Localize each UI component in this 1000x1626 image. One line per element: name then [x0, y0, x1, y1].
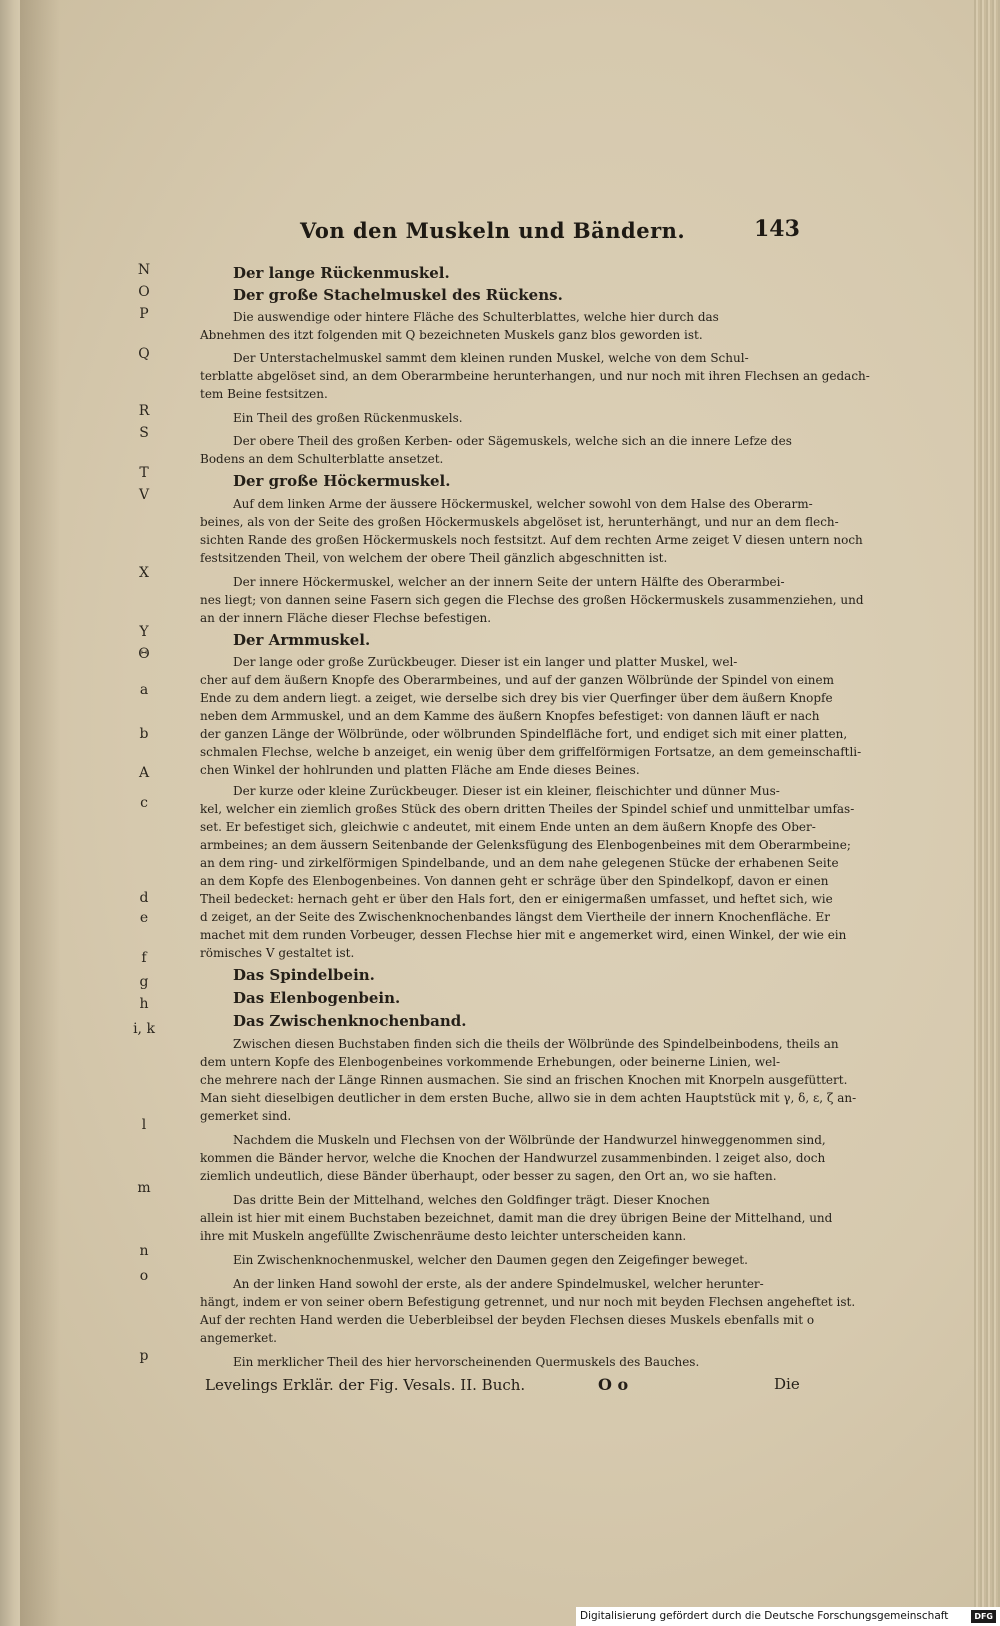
credit-text: Digitalisierung gefördert durch die Deutsche Forschungsgemeinschaft — [580, 1610, 949, 1622]
footer-catchword: Die — [774, 1375, 800, 1393]
margin-letter: A — [138, 765, 150, 781]
text-line: allein ist hier mit einem Buchstaben bezeichnet, damit man die drey übrigen Beine der Mittelhand, und — [200, 1211, 833, 1225]
margin-letter: R — [138, 403, 150, 419]
text-line: terblatte abgelöset sind, an dem Oberarmbeine herunterhangen, und nur noch mit ihren Flechsen an gedach- — [200, 369, 870, 383]
text-line: Abnehmen des itzt folgenden mit Q bezeichneten Muskels ganz blos geworden ist. — [200, 328, 703, 342]
text-line: Der Unterstachelmuskel sammt dem kleinen runden Muskel, welche von dem Schul- — [233, 351, 749, 365]
text-line: Der lange oder große Zurückbeuger. Dieser ist ein langer und platter Muskel, wel- — [233, 655, 738, 669]
margin-letter: b — [139, 726, 149, 742]
margin-letter: o — [139, 1268, 149, 1284]
spine-shadow — [20, 0, 60, 1626]
digitization-credit-bar — [576, 1607, 1000, 1626]
margin-letter: p — [139, 1348, 149, 1364]
margin-letter: N — [137, 262, 151, 278]
text-line: Der obere Theil des großen Kerben- oder Sägemuskels, welche sich an die innere Lefze des — [233, 434, 792, 448]
text-line: chen Winkel der hohlrunden und platten Fläche am Ende dieses Beines. — [200, 763, 640, 777]
margin-letter: n — [139, 1243, 149, 1259]
text-line: beines, als von der Seite des großen Höckermuskels abgelöset ist, herunterhängt, und nur an dem flech- — [200, 515, 839, 529]
text-line: an dem Kopfe des Elenbogenbeines. Von dannen geht er schräge über den Spindelkopf, davon er einen — [200, 874, 829, 888]
text-line: kel, welcher ein ziemlich großes Stück des obern dritten Theiles der Spindel schief und unmittelbar umfas- — [200, 802, 855, 816]
margin-letter: T — [139, 465, 149, 481]
text-line: nes liegt; von dannen seine Fasern sich gegen die Flechse des großen Höckermuskels zusammenziehen, und — [200, 593, 864, 607]
text-line: Der kurze oder kleine Zurückbeuger. Dieser ist ein kleiner, fleischichter und dünner Mus- — [233, 784, 780, 798]
text-line: Der große Stachelmuskel des Rückens. — [233, 286, 563, 304]
text-line: sichten Rande des großen Höckermuskels noch festsitzt. Auf dem rechten Arme zeiget V diesen untern noch — [200, 533, 863, 547]
text-line: festsitzenden Theil, von welchem der obere Theil gänzlich abgeschnitten ist. — [200, 551, 668, 565]
text-line: ziemlich undeutlich, diese Bänder überhaupt, oder besser zu sagen, den Ort an, wo sie haften. — [200, 1169, 777, 1183]
text-line: Auf der rechten Hand werden die Ueberbleibsel der beyden Flechsen dieses Muskels ebenfalls mit o — [200, 1313, 815, 1327]
text-line: Das Zwischenknochenband. — [233, 1012, 467, 1030]
text-line: Das Elenbogenbein. — [233, 989, 401, 1007]
text-line: Der innere Höckermuskel, welcher an der innern Seite der untern Hälfte des Oberarmbei- — [233, 575, 785, 589]
margin-letter: i, k — [133, 1021, 155, 1037]
text-line: Ein Zwischenknochenmuskel, welcher den Daumen gegen den Zeigefinger beweget. — [233, 1253, 748, 1267]
text-line: Nachdem die Muskeln und Flechsen von der Wölbründe der Handwurzel hinweggenommen sind, — [233, 1133, 826, 1147]
margin-letter: f — [141, 950, 147, 966]
text-line: An der linken Hand sowohl der erste, als der andere Spindelmuskel, welcher herunter- — [233, 1277, 764, 1291]
text-line: an der innern Fläche dieser Flechse befestigen. — [200, 611, 492, 625]
text-line: römisches V gestaltet ist. — [200, 946, 355, 960]
margin-letter: m — [137, 1180, 151, 1196]
text-line: Theil bedecket: hernach geht er über den Hals fort, den er einigermaßen umfasset, und heftet sich, wie — [200, 892, 833, 906]
text-line: an dem ring- und zirkelförmigen Spindelbande, und an dem nahe gelegenen Stücke der erhabenen Seite — [200, 856, 839, 870]
running-head-title: Von den Muskeln und Bändern. — [300, 218, 686, 243]
text-line: der ganzen Länge der Wölbründe, oder wölbrunden Spindelfläche fort, und endiget sich mit einer platten, — [200, 727, 848, 741]
text-line: ihre mit Muskeln angefüllte Zwischenräume desto leichter unterscheiden kann. — [200, 1229, 687, 1243]
dfg-logo: DFG — [971, 1610, 996, 1623]
text-line: Zwischen diesen Buchstaben finden sich die theils der Wölbründe des Spindelbeinbodens, theils an — [233, 1037, 839, 1051]
text-line: Das Spindelbein. — [233, 966, 375, 984]
page-edge-stack — [974, 0, 1000, 1626]
margin-letter: c — [140, 795, 148, 811]
text-line: Ende zu dem andern liegt. a zeiget, wie derselbe sich drey bis vier Querfinger über dem äußern Knopfe — [200, 691, 833, 705]
text-line: Ein Theil des großen Rückenmuskels. — [233, 411, 463, 425]
text-line: neben dem Armmuskel, und an dem Kamme des äußern Knopfes befestiget: von dannen läuft er nach — [200, 709, 820, 723]
page-number: 143 — [754, 216, 800, 242]
margin-letter: g — [139, 974, 149, 990]
footer-sheet-mark: O o — [598, 1375, 629, 1394]
text-line: tem Beine festsitzen. — [200, 387, 328, 401]
footer-signature: Levelings Erklär. der Fig. Vesals. II. Buch. — [205, 1376, 526, 1394]
text-line: Der Armmuskel. — [233, 631, 371, 649]
text-line: dem untern Kopfe des Elenbogenbeines vorkommende Erhebungen, oder beinerne Linien, wel- — [200, 1055, 781, 1069]
margin-letter: Θ — [138, 646, 150, 662]
text-line: hängt, indem er von seiner obern Befestigung getrennet, und nur noch mit beyden Flechsen angeheftet ist. — [200, 1295, 856, 1309]
margin-letter: S — [139, 425, 149, 441]
text-line: Der große Höckermuskel. — [233, 472, 451, 490]
margin-letter: O — [138, 284, 150, 300]
margin-letter: Y — [139, 624, 149, 640]
text-line: angemerket. — [200, 1331, 277, 1345]
text-line: schmalen Flechse, welche b anzeiget, ein wenig über dem griffelförmigen Fortsatze, an dem gemeinschaftli- — [200, 745, 862, 759]
text-line: armbeines; an dem äussern Seitenbande der Gelenksfügung des Elenbogenbeines mit dem Oberarmbeine; — [200, 838, 851, 852]
text-line: kommen die Bänder hervor, welche die Knochen der Handwurzel zusammenbinden. l zeiget also, doch — [200, 1151, 826, 1165]
text-line: Bodens an dem Schulterblatte ansetzet. — [200, 452, 444, 466]
text-line: machet mit dem runden Vorbeuger, dessen Flechse hier mit e angemerket wird, einen Winkel, der wie ein — [200, 928, 847, 942]
text-line: Der lange Rückenmuskel. — [233, 264, 450, 282]
text-line: Auf dem linken Arme der äussere Höckermuskel, welcher sowohl von dem Halse des Oberarm- — [233, 497, 813, 511]
margin-letter: e — [139, 910, 149, 926]
text-line: d zeiget, an der Seite des Zwischenknochenbandes längst dem Viertheile der innern Knochenfläche. Er — [200, 910, 830, 924]
text-line: Das dritte Bein der Mittelhand, welches den Goldfinger trägt. Dieser Knochen — [233, 1193, 710, 1207]
margin-letter: X — [139, 565, 149, 581]
text-line: Man sieht dieselbigen deutlicher in dem ersten Buche, allwo sie in dem achten Hauptstück mit γ, δ, ε, ζ an- — [200, 1091, 857, 1105]
margin-letter: h — [139, 996, 149, 1012]
book-binding-edge — [0, 0, 20, 1626]
text-line: gemerket sind. — [200, 1109, 292, 1123]
text-line: set. Er befestiget sich, gleichwie c andeutet, mit einem Ende unten an dem äußern Knopfe des Ober- — [200, 820, 816, 834]
text-line: Die auswendige oder hintere Fläche des Schulterblattes, welche hier durch das — [233, 310, 719, 324]
text-line: che mehrere nach der Länge Rinnen ausmachen. Sie sind an frischen Knochen mit Knorpeln ausgefüttert. — [200, 1073, 848, 1087]
margin-letter: Q — [138, 346, 150, 362]
text-line: Ein merklicher Theil des hier hervorscheinenden Quermuskels des Bauches. — [233, 1355, 700, 1369]
margin-letter: a — [139, 682, 149, 698]
margin-letter: V — [138, 487, 150, 503]
margin-letter: d — [139, 890, 149, 906]
text-line: cher auf dem äußern Knopfe des Oberarmbeines, und auf der ganzen Wölbründe der Spindel von einem — [200, 673, 835, 687]
margin-letter: P — [139, 306, 149, 322]
margin-letter: l — [141, 1117, 147, 1133]
